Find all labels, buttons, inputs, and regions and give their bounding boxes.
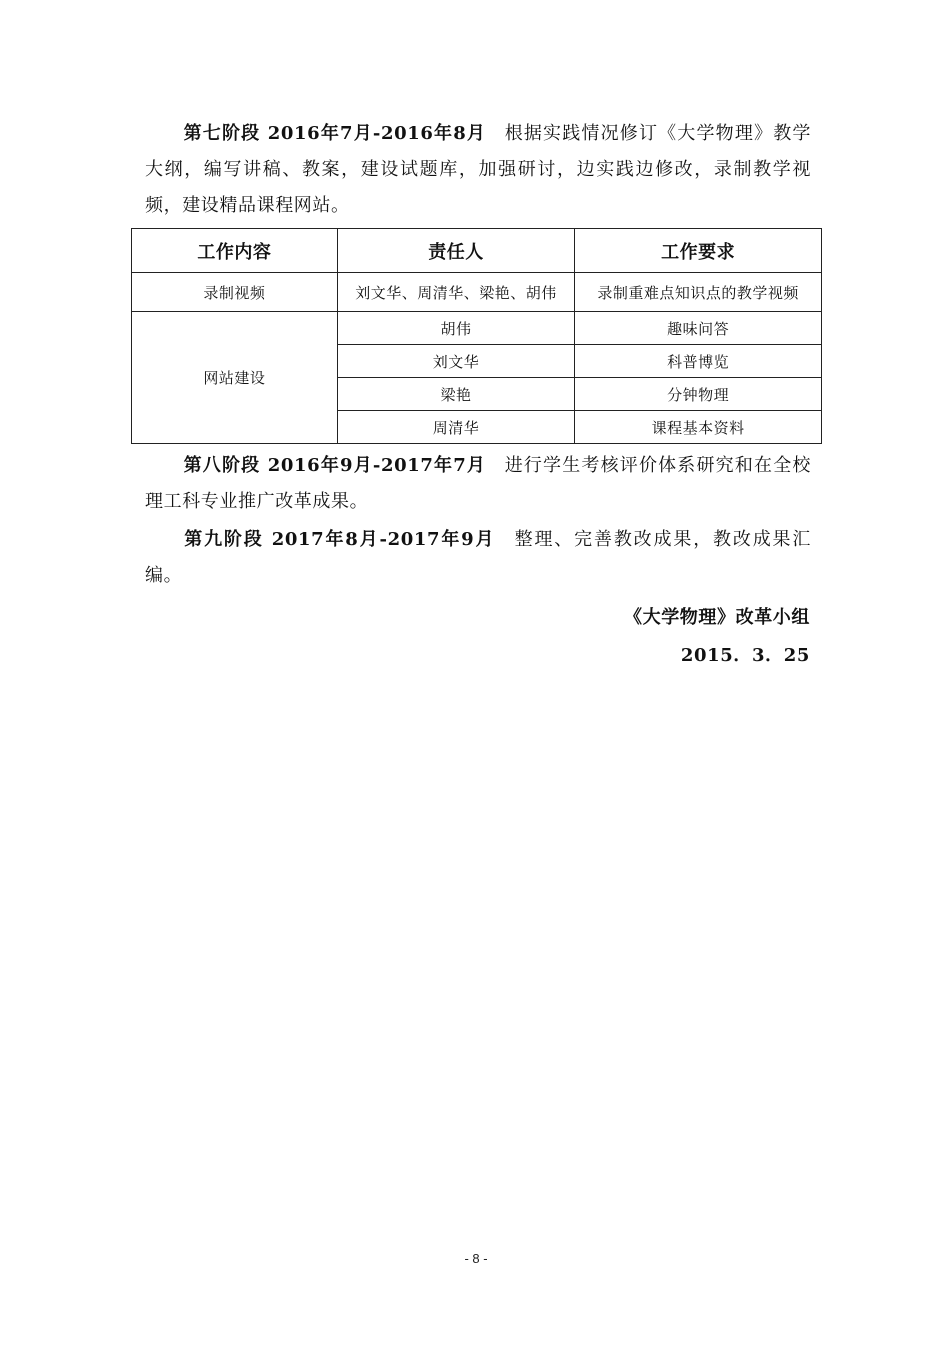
header-work-content: 工作内容	[132, 229, 338, 273]
stage8-heading: 第八阶段 2016年9月-2017年7月	[183, 455, 487, 476]
stage7-paragraph	[145, 116, 811, 224]
schedule-table	[131, 228, 822, 444]
cell-requirement: 趣味问答	[575, 312, 822, 345]
page-number: - 8 -	[464, 1251, 488, 1266]
stage8-paragraph	[145, 448, 811, 520]
stage7-heading: 第七阶段 2016年7月-2016年8月	[183, 123, 487, 144]
cell-person: 周清华	[337, 411, 575, 444]
header-work-requirement: 工作要求	[575, 229, 822, 273]
table-row	[132, 312, 822, 345]
cell-person: 刘文华	[337, 345, 575, 378]
stage7-text: 根据实践情况修订《大学物理》教学大纲，编写讲稿、教案，建设试题库，加强研讨，边实践边修改，录制教学视频，建设精品课程网站。	[145, 123, 811, 216]
stage9-paragraph	[145, 522, 811, 594]
header-responsible-person: 责任人	[337, 229, 575, 273]
cell-requirement: 分钟物理	[575, 378, 822, 411]
cell-requirement: 科普博览	[575, 345, 822, 378]
cell-person: 梁艳	[337, 378, 575, 411]
signature-date: 2015．3．25	[680, 645, 810, 666]
cell-person: 胡伟	[337, 312, 575, 345]
table-header-row	[132, 229, 822, 273]
cell-person: 刘文华、周清华、梁艳、胡伟	[337, 273, 575, 312]
table-row	[132, 273, 822, 312]
stage9-heading: 第九阶段 2017年8月-2017年9月	[183, 529, 496, 550]
cell-content: 录制视频	[132, 273, 338, 312]
cell-requirement: 课程基本资料	[575, 411, 822, 444]
stage8-text: 进行学生考核评价体系研究和在全校理工科专业推广改革成果。	[145, 455, 811, 512]
cell-content-website: 网站建设	[132, 312, 338, 444]
signature-group: 《大学物理》改革小组	[624, 607, 810, 628]
cell-requirement: 录制重难点知识点的教学视频	[575, 273, 822, 312]
stage9-text: 整理、完善教改成果，教改成果汇编。	[145, 529, 812, 586]
